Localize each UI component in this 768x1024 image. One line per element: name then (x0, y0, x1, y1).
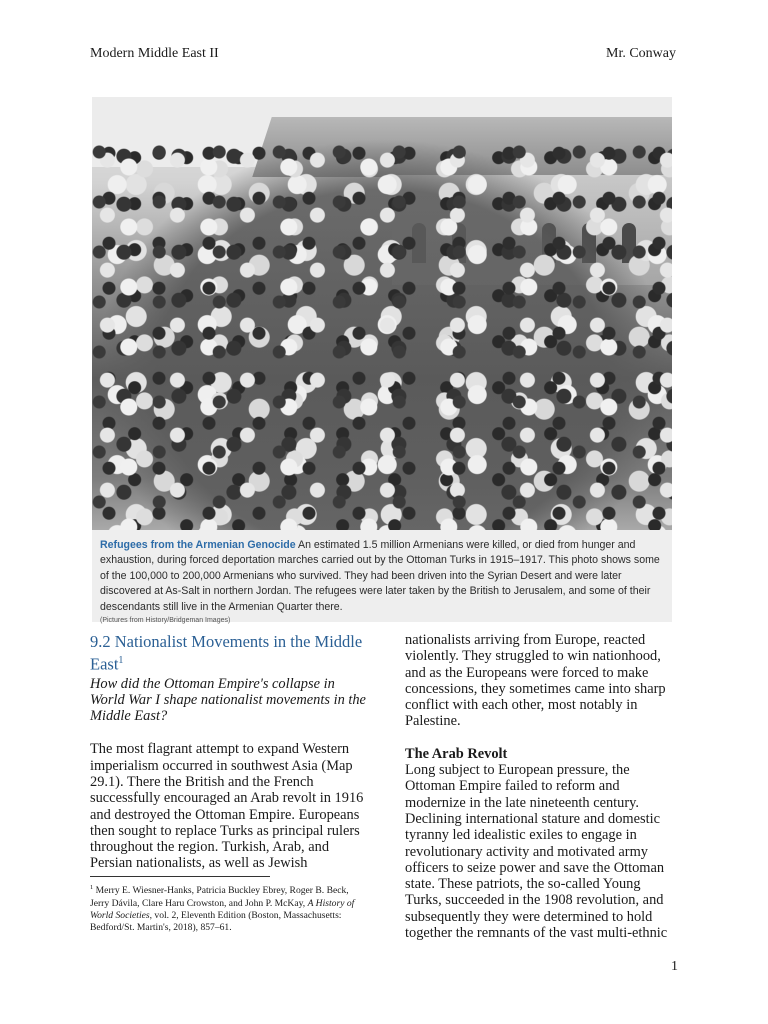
figure (92, 97, 672, 625)
section-paragraph-1-continued: nationalists arriving from Europe, reacted violently. They struggled to win nationhood, and as the Europeans were forced to make concessions, they sometimes came into sharp conflict with each other, most notably in Palestine. (405, 632, 666, 730)
header-course: Modern Middle East II (90, 46, 219, 61)
right-column (405, 632, 678, 941)
caption-credit: (Pictures from History/Bridgeman Images) (100, 617, 231, 625)
section-paragraph-1: The most flagrant attempt to expand Western imperialism occurred in southwest Asia (Map 29.1). There the British and the French successfully encouraged an Arab revolt in 1916 and destroyed the Ottoman Empire. Europeans then sought to replace Turks as principal rulers throughout the region. Turkish, Arab, and Persian nationalists, as well as Jewish (90, 741, 364, 872)
footnote-authors: Merry E. Wiesner-Hanks, Patricia Buckley Ebrey, Roger B. Beck, Jerry Dávila, Clare Haru Crowston, and John P. McKay, (90, 885, 349, 909)
footnote-book: A History of World Societies (90, 897, 355, 921)
left-column (90, 632, 367, 872)
header-teacher: Mr. Conway (606, 46, 676, 61)
subsection-paragraph: Long subject to European pressure, the Ottoman Empire failed to reform and modernize in the late nineteenth century. Declining international stature and domestic tyranny led idealistic exiles to engage in revolutionary activity and motivated army officers to seize power and save the Ottoman state. These patriots, the so-called Young Turks, succeeded in the 1908 revolution, and subsequently they were determined to hold together the remnants of the vast multi-ethnic (405, 762, 668, 942)
section-title: 9.2 Nationalist Movements in the Middle East$^1$ (90, 632, 363, 674)
section-question: How did the Ottoman Empire's collapse in World War I shape nationalist movements in the Middle East? (90, 675, 366, 725)
footnote (90, 882, 365, 935)
caption-title: Refugees from the Armenian Genocide (100, 539, 296, 551)
footnote-details: , vol. 2, Eleventh Edition (Boston, Massachusetts: Bedford/St. Martin's, 2018), 857–61. (90, 910, 342, 934)
caption-text: An estimated 1.5 million Armenians were killed, or died from hunger and exhaustion, during forced deportation marches carried out by the Ottoman Turks in 1915–1917. This photo shows some of the 100,000 to 200,000 Armenians who survived. They had been driven into the Syrian Desert and were later discovered at As-Salt in northern Jordan. The refugees were later taken by the British to Jerusalem, and some of their descendants still live in the Armenian Quarter there. (100, 539, 660, 613)
footnote-ref[interactable]: 1 (118, 655, 124, 666)
figure-caption (100, 538, 665, 626)
footnote-divider (90, 876, 270, 877)
refugee-photo (92, 97, 672, 530)
footnote-mark: 1 (90, 884, 94, 891)
subsection-title: The Arab Revolt (405, 745, 508, 762)
page-number: 1 (671, 959, 678, 974)
